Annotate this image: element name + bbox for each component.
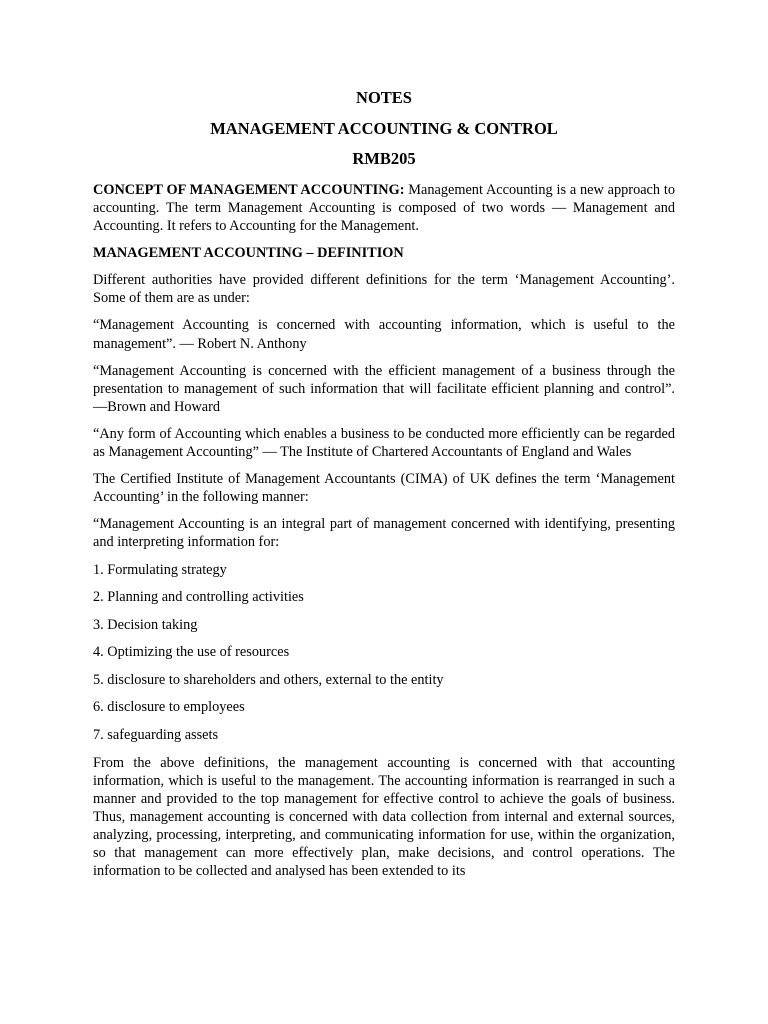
list-item: 4. Optimizing the use of resources xyxy=(93,644,290,661)
anthony-quote: “Management Accounting is concerned with accounting information, which is useful to the management”. — Robert N. Anthony xyxy=(93,317,675,352)
intro-paragraph: Different authorities have provided different definitions for the term ‘Management Accounting’. Some of them are as under: xyxy=(93,272,675,307)
cima-definition: “Management Accounting is an integral part of management concerned with identifying, presenting and interpreting information for: xyxy=(93,516,675,551)
list-item: 6. disclosure to employees xyxy=(93,699,245,716)
course-title: MANAGEMENT ACCOUNTING & CONTROL xyxy=(210,119,558,138)
list-item: 7. safeguarding assets xyxy=(93,727,219,744)
cima-intro-paragraph: The Certified Institute of Management Accountants (CIMA) of UK defines the term ‘Management Accounting’ in the following manner: xyxy=(93,471,675,506)
definition-heading: MANAGEMENT ACCOUNTING – DEFINITION xyxy=(93,245,404,262)
list-item: 3. Decision taking xyxy=(93,616,198,633)
concept-paragraph xyxy=(93,181,675,235)
course-code: RMB205 xyxy=(352,149,416,168)
conclusion-paragraph: From the above definitions, the management accounting is concerned with that accounting information, which is useful to the management. The accounting information is rearranged in such a manner and provided to the top management for effective control to achieve the goals of business. Thus, management accounting is concerned with data collection from internal and external sources, analyzing, processing, interpreting, and communicating information for use, within the organization, so that management can more effectively plan, make decisions, and control operations. The information to be collected and analysed has been extended to its xyxy=(93,754,675,879)
concept-body: Management Accounting is a new approach to accounting. The term Management Accounting is composed of two words — Management and Accounting. It refers to Accounting for the Management. xyxy=(93,182,675,235)
purpose-list xyxy=(93,561,675,745)
brown-howard-quote: “Management Accounting is concerned with the efficient management of a business through the presentation to management of such information that will facilitate efficient planning and control”. —Brown and Howard xyxy=(93,362,675,415)
notes-title: NOTES xyxy=(356,88,412,107)
list-item: 2. Planning and controlling activities xyxy=(93,589,304,606)
list-item: 1. Formulating strategy xyxy=(93,561,227,578)
concept-lead: CONCEPT OF MANAGEMENT ACCOUNTING: xyxy=(93,182,405,198)
icaew-quote: “Any form of Accounting which enables a business to be conducted more efficiently can be regarded as Management Accounting” — The Institute of Chartered Accountants of England and Wales xyxy=(93,425,675,461)
list-item: 5. disclosure to shareholders and others, external to the entity xyxy=(93,671,444,688)
